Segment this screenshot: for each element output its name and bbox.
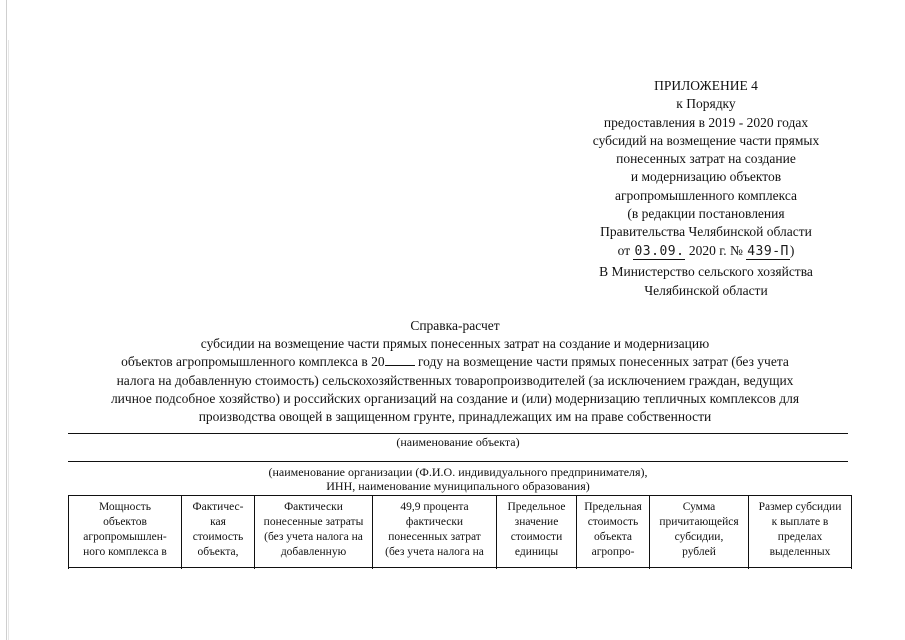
header-cell-text-line: объекта, — [197, 546, 239, 558]
header-cell-text-line: фактически — [405, 516, 464, 528]
handwritten-number: 439-П — [747, 243, 789, 259]
header-cell-text-line: (без учета налога на — [264, 531, 363, 543]
appendix-line: понесенных затрат на создание — [616, 151, 796, 167]
header-cell-text-line: причитающейся — [659, 516, 739, 528]
table-cut-line — [68, 567, 851, 568]
addressee-line: Челябинской области — [644, 283, 768, 298]
header-cell-text-line: выделенных — [769, 546, 831, 558]
header-cell-text-line: понесенных затрат — [388, 531, 481, 543]
header-cell-text-line: агропромышлен- — [83, 531, 167, 543]
appendix-line: предоставления в 2019 - 2020 годах — [603, 114, 809, 130]
heading-line: субсидии на возмещение части прямых понесенных затрат на создание и модернизацию — [200, 336, 710, 352]
header-cell-49-9-percent — [373, 496, 497, 569]
closing-paren: ) — [789, 242, 795, 258]
document-heading — [45, 317, 865, 426]
header-cell-text-line: рублей — [682, 546, 716, 558]
addressee-line: В Министерство сельского хозяйства — [599, 264, 813, 279]
header-cell-text-line: стоимости — [510, 531, 563, 543]
date-prefix: от — [617, 242, 631, 258]
header-cell-subsidy-payout — [749, 496, 852, 569]
appendix-line: к Порядку — [676, 96, 736, 112]
heading-line-part: году на возмещение части прямых понесенных затрат (без учета — [417, 354, 789, 370]
organization-rule — [68, 461, 848, 462]
header-cell-text-line: кая — [210, 516, 226, 528]
header-cell-text-line: агропро- — [591, 546, 635, 558]
scan-edge — [6, 0, 7, 640]
appendix-line: Правительства Челябинской области — [600, 224, 812, 240]
scan-edge-shadow — [8, 40, 9, 640]
header-cell-max-object-cost — [577, 496, 650, 569]
appendix-line: (в редакции постановления — [627, 206, 785, 222]
header-cell-text-line: Фактичес- — [192, 501, 244, 513]
year-blank-field — [385, 353, 415, 366]
header-cell-text-line: Размер субсидии — [758, 501, 842, 513]
object-name-caption: (наименование объекта) — [396, 435, 520, 449]
appendix-line: и модернизацию объектов — [630, 169, 782, 185]
header-cell-text-line: Фактически — [284, 501, 343, 513]
header-cell-text-line: Мощность — [98, 501, 152, 513]
heading-line: налога на добавленную стоимость) сельскохозяйственных товаропроизводителей (за исключением граждан, ведущих — [116, 372, 794, 388]
header-cell-text-line: (без учета налога на — [385, 546, 484, 558]
heading-line: личное подсобное хозяйство) и российских организаций на создание и (или) модернизацию тепличных комплексов для — [110, 390, 800, 406]
organization-caption-line: (наименование организации (Ф.И.О. индивидуального предпринимателя), — [268, 465, 648, 479]
header-cell-text-line: субсидии, — [674, 531, 724, 543]
appendix-line: агропромышленного комплекса — [615, 187, 797, 203]
header-cell-actual-cost — [182, 496, 255, 569]
handwritten-date: 03.09. — [634, 243, 685, 259]
header-cell-text-line: понесенные затраты — [263, 516, 364, 528]
header-cell-max-unit-cost — [497, 496, 577, 569]
header-cell-text-line: Предельное — [507, 501, 566, 513]
header-cell-text-line: добавленную — [280, 546, 347, 558]
header-cell-text-line: 49,9 процента — [400, 501, 469, 513]
appendix-date-line — [560, 242, 852, 261]
heading-line-with-year — [45, 353, 865, 371]
header-cell-actual-expenses — [255, 496, 373, 569]
header-cell-text-line: стоимость — [192, 531, 244, 543]
header-cell-text-line: пределах — [777, 531, 823, 543]
header-cell-text-line: объекта — [593, 531, 633, 543]
heading-title: Справка-расчет — [410, 318, 500, 333]
table-header-row — [69, 496, 852, 569]
header-cell-text-line: ного комплекса в — [83, 546, 167, 558]
header-cell-text-line: Сумма — [682, 501, 716, 513]
appendix-title: ПРИЛОЖЕНИЕ 4 — [654, 78, 758, 93]
appendix-block — [560, 77, 852, 261]
calculation-table — [68, 495, 852, 569]
object-name-rule — [68, 433, 848, 434]
addressee-block — [560, 262, 852, 300]
header-cell-text-line: значение — [514, 516, 559, 528]
header-cell-text-line: Предельная — [584, 501, 642, 513]
header-cell-subsidy-amount — [650, 496, 749, 569]
header-cell-text-line: объектов — [103, 516, 147, 528]
heading-line: производства овощей в защищенном грунте, принадлежащих им на праве собственности — [198, 409, 712, 425]
header-cell-text-line: к выплате в — [771, 516, 829, 528]
heading-line-part: объектов агропромышленного комплекса в 20 — [121, 354, 385, 370]
date-suffix: 2020 г. № — [688, 242, 743, 258]
header-cell-text-line: единицы — [514, 546, 559, 558]
header-cell-text-line: стоимость — [587, 516, 639, 528]
appendix-line: субсидий на возмещение части прямых — [592, 132, 820, 148]
header-cell-capacity — [69, 496, 182, 569]
organization-caption-line: ИНН, наименование муниципального образования) — [326, 479, 590, 493]
